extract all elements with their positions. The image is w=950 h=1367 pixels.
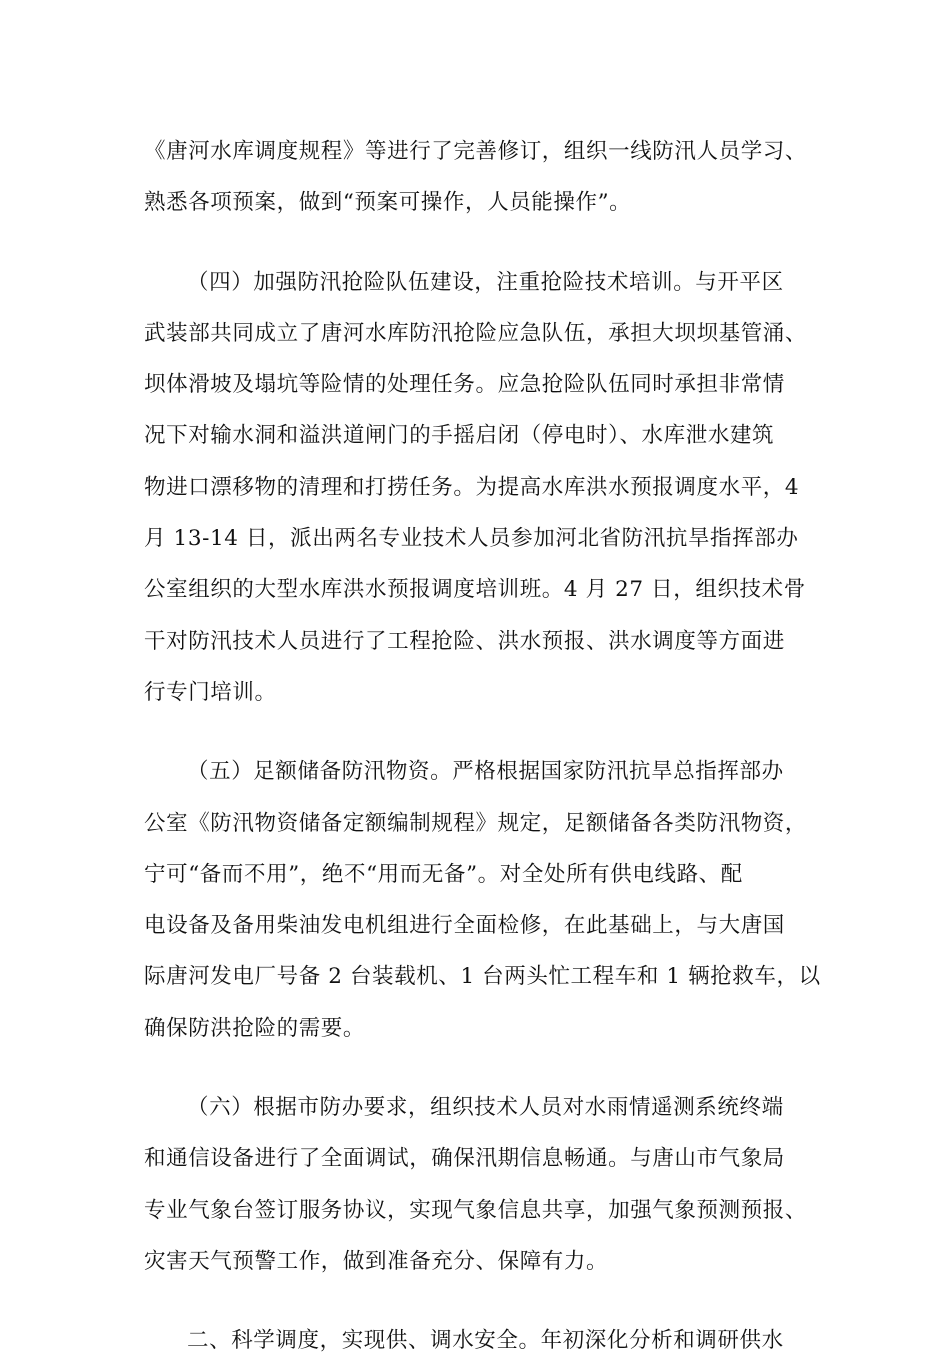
paragraph-section-5 xyxy=(144,746,824,1054)
text-line: 武装部共同成立了唐河水库防汛抢险应急队伍，承担大坝坝基管涌、 xyxy=(144,320,808,346)
text-line: 确保防洪抢险的需要。 xyxy=(144,1015,366,1041)
text-line: 际唐河发电厂号备 2 台装载机、1 台两头忙工程车和 1 辆抢救车，以 xyxy=(144,964,821,990)
paragraph-section-two xyxy=(144,1315,824,1366)
text-line: 灾害天气预警工作，做到准备充分、保障有力。 xyxy=(144,1248,609,1274)
text-line: 月 13-14 日，派出两名专业技术人员参加河北省防汛抗旱指挥部办 xyxy=(144,526,799,552)
paragraph-section-6 xyxy=(144,1082,824,1287)
text-line: 专业气象台签订服务协议，实现气象信息共享，加强气象预测预报、 xyxy=(144,1197,808,1223)
text-line: 行专门培训。 xyxy=(144,679,277,705)
text-line: 坝体滑坡及塌坑等险情的处理任务。应急抢险队伍同时承担非常情 xyxy=(144,372,785,398)
text-line: 二、科学调度，实现供、调水安全。年初深化分析和调研供水 xyxy=(187,1328,784,1354)
text-line: 公室组织的大型水库洪水预报调度培训班。4 月 27 日，组织技术骨 xyxy=(144,577,806,603)
text-line: （五）足额储备防汛物资。严格根据国家防汛抗旱总指挥部办 xyxy=(187,759,784,785)
text-line: （四）加强防汛抢险队伍建设，注重抢险技术培训。与开平区 xyxy=(187,269,784,295)
text-line: 熟悉各项预案，做到“预案可操作，人员能操作”。 xyxy=(144,190,632,216)
text-line: 物进口漂移物的清理和打捞任务。为提高水库洪水预报调度水平，4 xyxy=(144,474,800,500)
text-line: （六）根据市防办要求，组织技术人员对水雨情遥测系统终端 xyxy=(187,1095,784,1121)
document-body xyxy=(144,126,824,1367)
paragraph-section-4 xyxy=(144,257,824,719)
text-line: 宁可“备而不用”，绝不“用而无备”。对全处所有供电线路、配 xyxy=(144,861,743,887)
text-line: 况下对输水洞和溢洪道闸门的手摇启闭（停电时）、水库泄水建筑 xyxy=(144,423,775,449)
paragraph-continuation xyxy=(144,126,824,229)
text-line: 公室《防汛物资储备定额编制规程》规定，足额储备各类防汛物资， xyxy=(144,810,808,836)
text-line: 电设备及备用柴油发电机组进行全面检修，在此基础上，与大唐国 xyxy=(144,913,785,939)
text-line: 和通信设备进行了全面调试，确保汛期信息畅通。与唐山市气象局 xyxy=(144,1146,785,1172)
text-line: 干对防汛技术人员进行了工程抢险、洪水预报、洪水调度等方面进 xyxy=(144,628,785,654)
text-line: 《唐河水库调度规程》等进行了完善修订，组织一线防汛人员学习、 xyxy=(144,139,808,164)
